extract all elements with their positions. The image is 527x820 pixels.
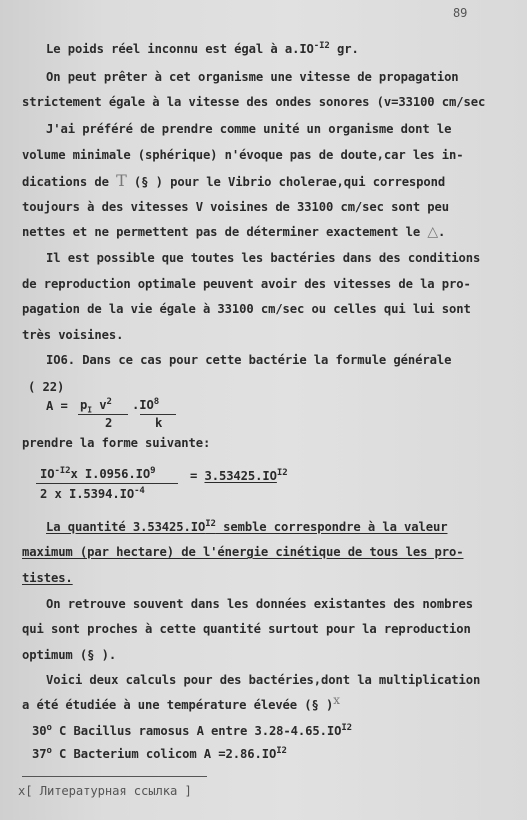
text-segment: gr. bbox=[329, 42, 359, 56]
text-line-12: très voisines. bbox=[22, 328, 124, 342]
text-segment: dications de bbox=[22, 175, 117, 189]
formula-term: .IO bbox=[132, 398, 154, 412]
formula-term: x I.0956.IO bbox=[70, 467, 151, 481]
formula-general-k: k bbox=[155, 416, 163, 430]
text-segment: C Bacillus ramosus A entre 3.28-4.65.IO bbox=[51, 724, 342, 738]
exponent: I2 bbox=[205, 519, 216, 529]
handwritten-symbol: △ bbox=[427, 224, 438, 240]
fraction-bar bbox=[140, 414, 176, 415]
text-line-14: prendre la forme suivante: bbox=[22, 436, 211, 450]
degree-sign: o bbox=[46, 723, 52, 733]
formula-result: 3.53425.IO bbox=[204, 469, 277, 483]
text-line-3: strictement égale à la vitesse des ondes sonores (v=33100 cm/sec bbox=[22, 95, 486, 109]
text-line-24 bbox=[32, 747, 287, 761]
text-line-4: J'ai préféré de prendre comme unité un organisme dont le bbox=[46, 122, 452, 136]
exponent: I2 bbox=[341, 723, 352, 733]
text-line-11: pagation de la vie égale à 33100 cm/sec ou celles qui lui sont bbox=[22, 302, 471, 316]
formula-term: v bbox=[91, 398, 107, 412]
text-line-2: On peut prêter à cet organisme une vitesse de propagation bbox=[46, 70, 459, 84]
text-line-17: tistes. bbox=[22, 571, 73, 585]
footnote-divider bbox=[22, 776, 207, 777]
exponent: I2 bbox=[276, 468, 288, 478]
formula-term: p bbox=[80, 398, 88, 412]
text-segment: (§ ) pour le Vibrio cholerae,qui correspond bbox=[126, 175, 446, 189]
text-line-5: volume minimale (sphérique) n'évoque pas de doute,car les in- bbox=[22, 148, 464, 162]
subscript: I bbox=[87, 405, 92, 415]
text-line-15 bbox=[46, 520, 447, 534]
formula-general-prefix: A = bbox=[46, 399, 68, 413]
formula-specific-numerator bbox=[40, 467, 155, 481]
exponent: I2 bbox=[276, 746, 287, 756]
text-line-1 bbox=[46, 42, 359, 56]
page-number: 89 bbox=[453, 6, 468, 20]
exponent: -4 bbox=[134, 486, 145, 496]
formula-term: IO bbox=[40, 467, 55, 481]
text-line-13: IO6. Dans ce cas pour cette bactérie la formule générale bbox=[46, 353, 452, 367]
text-line-10: de reproduction optimale peuvent avoir des vitesses de la pro- bbox=[22, 277, 471, 291]
text-segment: Le poids réel inconnu est égal à a.IO bbox=[46, 42, 314, 56]
text-line-6 bbox=[22, 171, 446, 190]
formula-specific-denominator bbox=[40, 487, 145, 501]
text-line-18: On retrouve souvent dans les données existantes des nombres bbox=[46, 597, 474, 611]
exponent: 8 bbox=[153, 397, 160, 407]
text-segment: C Bacterium colicom A =2.86.IO bbox=[51, 747, 277, 761]
equation-reference: ( 22) bbox=[28, 380, 65, 394]
text-line-20: optimum (§ ). bbox=[22, 648, 117, 662]
text-segment: nettes et ne permettent pas de déterminer exactement le bbox=[22, 225, 428, 239]
text-segment: 37 bbox=[32, 747, 47, 761]
text-line-23 bbox=[32, 724, 352, 738]
formula-specific-result bbox=[190, 469, 288, 483]
formula-term: 2 x I.5394.IO bbox=[40, 487, 135, 501]
text-segment: a été étudiée à une température élevée (§ ) bbox=[22, 698, 334, 712]
text-segment: semble correspondre à la valeur bbox=[215, 520, 448, 534]
exponent: 2 bbox=[106, 397, 112, 407]
degree-sign: o bbox=[46, 746, 52, 756]
text-segment: 30 bbox=[32, 724, 47, 738]
text-line-21: Voici deux calculs pour des bactéries,dont la multiplication bbox=[46, 673, 481, 687]
text-line-22 bbox=[22, 693, 340, 712]
handwritten-symbol: T bbox=[116, 171, 127, 190]
text-line-7: toujours à des vitesses V voisines de 33100 cm/sec sont peu bbox=[22, 200, 450, 214]
footnote-mark: x bbox=[333, 693, 340, 707]
exponent: -I2 bbox=[54, 466, 71, 476]
fraction-bar bbox=[78, 414, 128, 415]
fraction-bar bbox=[36, 483, 178, 484]
text-line-16: maximum (par hectare) de l'énergie cinétique de tous les pro- bbox=[22, 545, 464, 559]
text-segment: . bbox=[437, 225, 446, 239]
footnote: x[ Литературная ссылка ] bbox=[18, 784, 192, 798]
exponent: 9 bbox=[150, 466, 156, 476]
text-line-19: qui sont proches à cette quantité surtout pour la reproduction bbox=[22, 622, 471, 636]
exponent: -I2 bbox=[313, 41, 330, 51]
text-segment: La quantité 3.53425.IO bbox=[46, 520, 206, 534]
formula-general-factor bbox=[132, 398, 159, 412]
text-line-8 bbox=[22, 225, 445, 239]
formula-term: = bbox=[190, 469, 205, 483]
formula-general-denominator: 2 bbox=[105, 416, 113, 430]
text-line-9: Il est possible que toutes les bactéries dans des conditions bbox=[46, 251, 481, 265]
